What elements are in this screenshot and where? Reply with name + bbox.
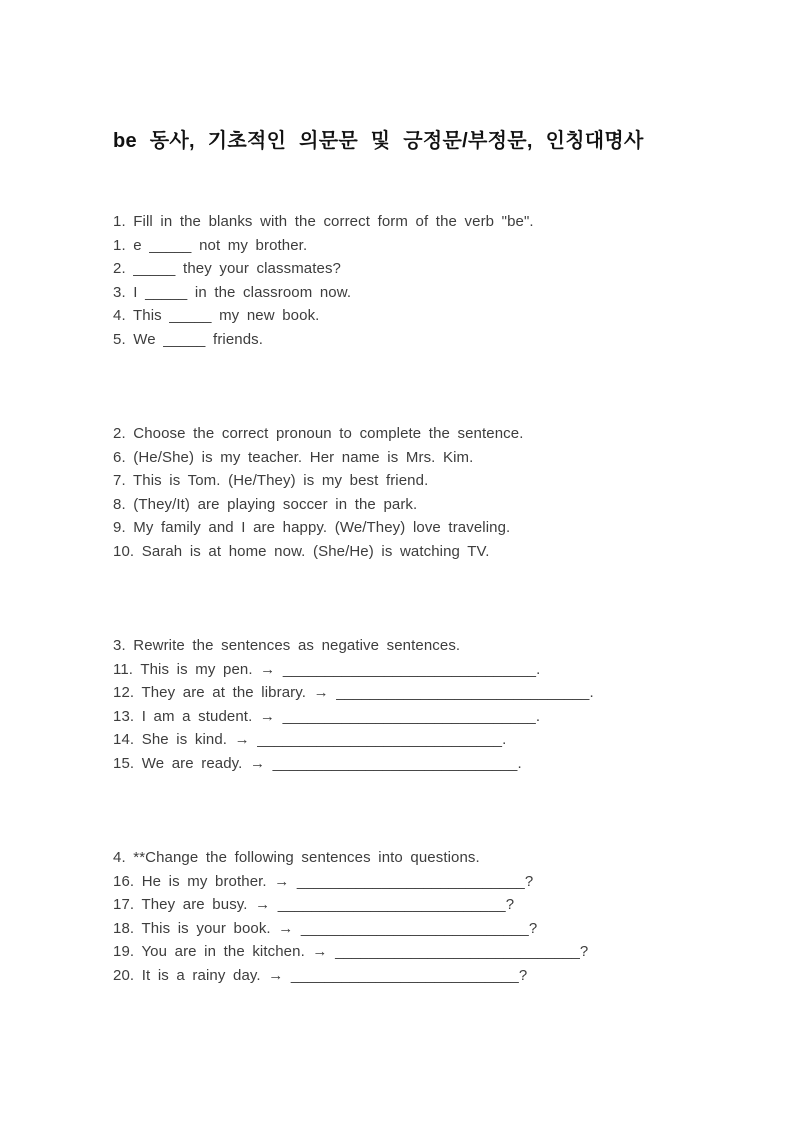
worksheet-line: 8. (They/It) are playing soccer in the park. (113, 495, 418, 513)
worksheet-line: 6. (He/She) is my teacher. Her name is Mrs. Kim. (113, 448, 474, 466)
worksheet-line: 15. We are ready. → _____________________________. (113, 754, 522, 772)
worksheet-line: 14. She is kind. → _____________________________. (113, 731, 507, 748)
page-title: be 동사, 기초적인 의문문 및 긍정문/부정문, 인칭대명사 (113, 130, 644, 152)
worksheet-line: 4. This _____ my new book. (113, 307, 320, 324)
section-heading: 3. Rewrite the sentences as negative sentences. (113, 637, 461, 654)
worksheet-section (113, 422, 703, 563)
worksheet-line: 11. This is my pen. → ______________________________. (113, 660, 541, 678)
worksheet-line: 20. It is a rainy day. → ___________________________? (113, 966, 528, 984)
worksheet-section (113, 846, 703, 987)
worksheet-line: 3. I _____ in the classroom now. (113, 283, 352, 301)
section-heading: 1. Fill in the blanks with the correct form of the verb "be". (113, 213, 534, 230)
worksheet-section (113, 634, 703, 775)
worksheet-section (113, 210, 703, 351)
worksheet-line: 13. I am a student. → ______________________________. (113, 707, 541, 725)
section-heading: 2. Choose the correct pronoun to complete the sentence. (113, 425, 524, 442)
worksheet-line: 16. He is my brother. → ___________________________? (113, 872, 534, 890)
worksheet-line: 2. _____ they your classmates? (113, 260, 341, 277)
worksheet-line: 19. You are in the kitchen. → _____________________________? (113, 943, 589, 960)
worksheet-line: 18. This is your book. → ___________________________? (113, 919, 538, 937)
section-heading: 4. **Change the following sentences into questions. (113, 849, 480, 866)
worksheet-line: 12. They are at the library. → ______________________________. (113, 684, 594, 701)
worksheet-line: 1. e _____ not my brother. (113, 236, 308, 254)
worksheet-line: 5. We _____ friends. (113, 330, 264, 348)
worksheet-line: 7. This is Tom. (He/They) is my best friend. (113, 472, 429, 489)
worksheet-line: 17. They are busy. → ___________________________? (113, 896, 515, 913)
sections-container (113, 210, 703, 987)
worksheet-line: 10. Sarah is at home now. (She/He) is watching TV. (113, 542, 490, 560)
worksheet-line: 9. My family and I are happy. (We/They) love traveling. (113, 519, 511, 536)
